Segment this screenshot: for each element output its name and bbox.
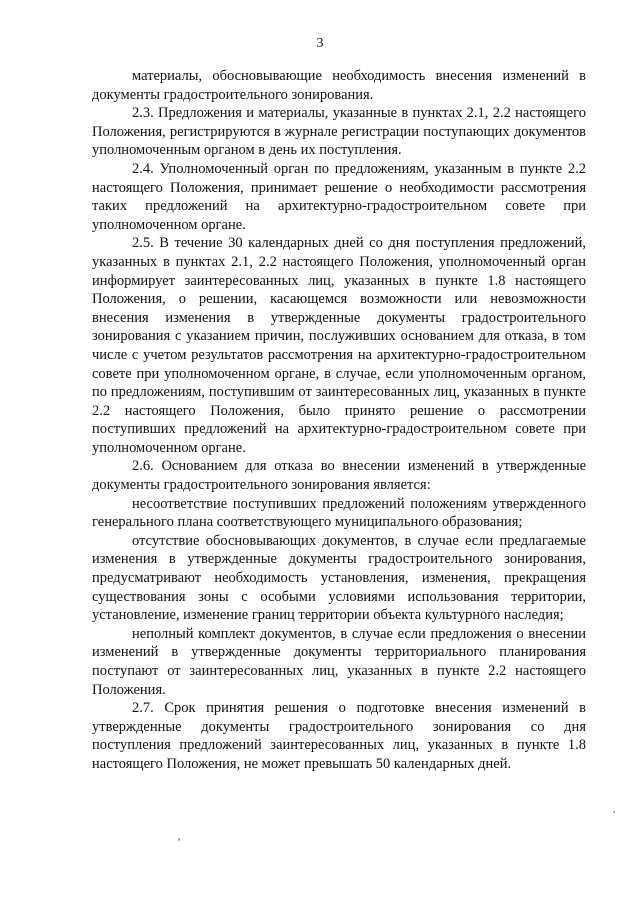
paragraph-2-3: 2.3. Предложения и материалы, указанные в пунктах 2.1, 2.2 настоящего Положения, регистрируются в журнале регистрации поступающих документов уполномоченным органом в день их поступления. xyxy=(92,105,586,159)
paragraph-2-7: 2.7. Срок принятия решения о подготовке внесения изменений в утвержденные документы градостроительного зонирования со дня поступления предложений заинтересованных лиц, указанных в пункте 1.8 настоящего Положения, не может превышать 50 календарных дней. xyxy=(92,700,586,772)
paragraph-2-5: 2.5. В течение 30 календарных дней со дня поступления предложений, указанных в пунктах 2.1, 2.2 настоящего Положения, уполномоченный орган информирует заинтересованных лиц, указанных в пункте 1.8 настоящего Положения, о решении, касающемся возможности или невозможности внесения изменения в утвержденные документы градостроительного зонирования с указанием причин, послуживших основанием для отказа, в том числе с учетом результатов рассмотрения на архитектурно-градостроительном совете при уполномоченном органе, в случае, если уполномоченным органом, по предложениям, поступившим от заинтересованных лиц, указанных в пункте 2.2 настоящего Положения, было принято решение о рассмотрении поступивших предложений на архитектурно-градостроительном совете при уполномоченном органе. xyxy=(92,235,586,456)
document-body xyxy=(92,67,586,774)
paragraph-continuation: материалы, обосновывающие необходимость внесения изменений в документы градостроительного зонирования. xyxy=(92,68,586,103)
paragraph-2-6: 2.6. Основанием для отказа во внесении изменений в утвержденные документы градостроительного зонирования является: xyxy=(92,458,586,494)
paragraph-2-4: 2.4. Уполномоченный орган по предложениям, указанным в пункте 2.2 настоящего Положения, принимает решение о необходимости рассмотрения таких предложений на архитектурно-градостроительном совете при уполномоченном органе. xyxy=(92,160,586,233)
scan-speck xyxy=(613,811,615,813)
list-item-missing-documents: отсутствие обосновывающих документов, в случае если предлагаемые изменения в утвержденные документы градостроительного зонирования, предусматривают необходимость установления, изменения, прекращения существования зоны с особыми условиями использования территории, установление, изменение границ территории объекта культурного наследия; xyxy=(92,532,586,624)
list-item-incomplete-set: неполный комплект документов, в случае если предложения о внесении изменений в утвержденные документы территориального планирования поступают от заинтересованных лиц, указанных в пункте 2.2 настоящего Положения. xyxy=(92,625,586,698)
list-item-general-plan: несоответствие поступивших предложений положениям утвержденного генерального плана соответствующего муниципального образования; xyxy=(92,495,586,531)
page-number: 3 xyxy=(316,36,324,51)
scan-speck xyxy=(178,838,180,841)
